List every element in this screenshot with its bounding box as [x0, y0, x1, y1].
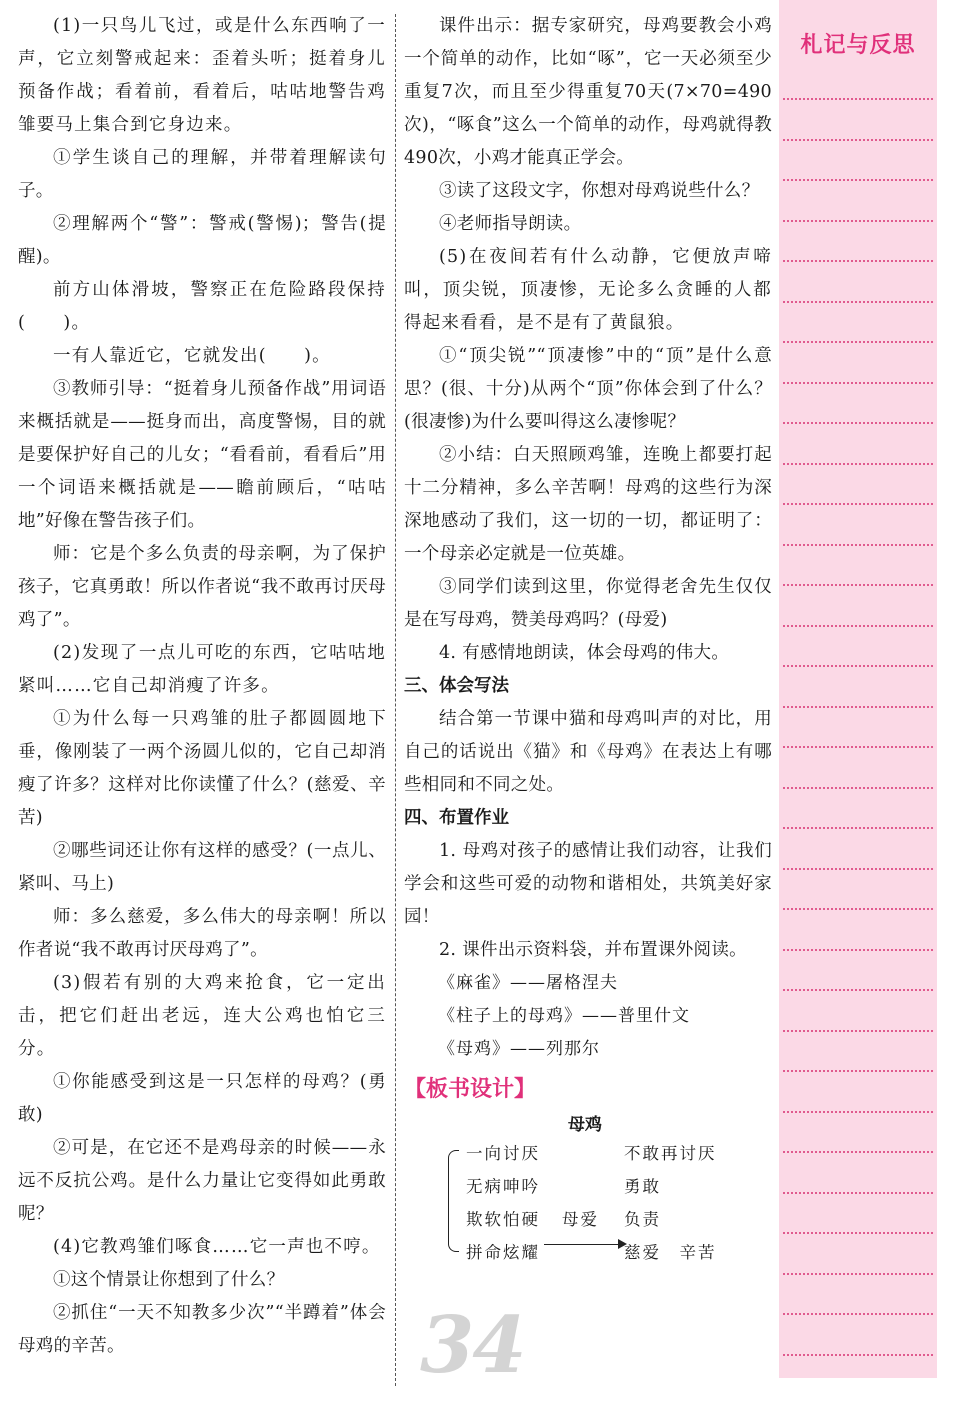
reading-item: 《柱子上的母鸡》——普里什文 — [438, 1006, 690, 1026]
paragraph: ②理解两个“警”：警戒(警惕)；警告(提醒)。 — [18, 214, 386, 267]
page-number: 34 — [420, 1300, 525, 1391]
paragraph: ②抓住“一天不知教多少次”“半蹲着”体会母鸡的辛苦。 — [18, 1303, 386, 1356]
note-line — [783, 625, 933, 627]
board-right-item: 负责 — [624, 1210, 661, 1229]
homework-item-2: 2. 课件出示资料袋，并布置课外阅读。 — [439, 940, 747, 960]
board-title: 母鸡 — [568, 1115, 602, 1135]
paragraph: ②小结：白天照顾鸡雏，连晚上都要打起十二分精神，多么辛苦啊！母鸡的这些行为深深地感动了我们，这一切的一切，都证明了：一个母亲必定就是一位英雄。 — [404, 445, 772, 564]
arrow-line — [544, 1244, 620, 1245]
note-line — [783, 503, 933, 505]
paragraph: ①学生谈自己的理解，并带着理解读句子。 — [18, 148, 386, 201]
board-design-tag: 【板书设计】 — [404, 1077, 537, 1102]
note-line — [783, 382, 933, 384]
paragraph: ③读了这段文字，你想对母鸡说些什么？ — [439, 181, 760, 201]
note-line — [783, 868, 933, 870]
note-line — [783, 949, 933, 951]
note-line — [783, 827, 933, 829]
section-3-heading: 三、体会写法 — [404, 676, 509, 696]
note-line — [783, 989, 933, 991]
paragraph: 4. 有感情地朗读，体会母鸡的伟大。 — [439, 643, 730, 663]
paragraph: ①为什么每一只鸡雏的肚子都圆圆地下垂，像刚装了一两个汤圆儿似的，它自己却消瘦了许多？这样对比你读懂了什么？(慈爱、辛苦) — [18, 709, 386, 828]
paragraph: (3)假若有别的大鸡来抢食，它一定出击，把它们赶出老远，连大公鸡也怕它三分。 — [18, 973, 386, 1059]
note-line — [783, 584, 933, 586]
board-left-item: 拼命炫耀 — [466, 1243, 540, 1262]
note-line — [783, 1070, 933, 1072]
board-left-item: 欺软怕硬 — [466, 1210, 540, 1229]
note-line — [783, 1192, 933, 1194]
paragraph: (4)它教鸡雏们啄食……它一声也不哼。 — [53, 1237, 381, 1257]
paragraph: ②可是，在它还不是鸡母亲的时候——永远不反抗公鸡。是什么力量让它变得如此勇敢呢？ — [18, 1138, 386, 1224]
column-divider — [395, 14, 396, 1386]
paragraph: 前方山体滑坡，警察正在危险路段保持( )。 — [18, 280, 386, 333]
homework-item-1: 1. 母鸡对孩子的感情让我们动容，让我们学会和这些可爱的动物和谐相处，共筑美好家园！ — [404, 841, 772, 927]
note-line — [783, 665, 933, 667]
note-line — [783, 1232, 933, 1234]
note-line — [783, 260, 933, 262]
note-line — [783, 1151, 933, 1153]
board-center-label: 母爱 — [562, 1210, 599, 1229]
note-line — [783, 706, 933, 708]
paragraph: 师：它是个多么负责的母亲啊，为了保护孩子，它真勇敢！所以作者说“我不敢再讨厌母鸡了”。 — [18, 544, 386, 630]
paragraph: ①“顶尖锐”“顶凄惨”中的“顶”是什么意思？(很、十分)从两个“顶”你体会到了什么？(很凄惨)为什么要叫得这么凄惨呢？ — [404, 346, 772, 432]
board-right-item: 勇敢 — [624, 1177, 661, 1196]
note-line — [783, 179, 933, 181]
note-line — [783, 1111, 933, 1113]
section-4-heading: 四、布置作业 — [404, 808, 509, 828]
brace-bracket — [448, 1150, 459, 1252]
note-line — [783, 1354, 933, 1356]
note-line — [783, 139, 933, 141]
paragraph: ③同学们读到这里，你觉得老舍先生仅仅是在写母鸡，赞美母鸡吗？(母爱) — [404, 577, 772, 630]
paragraph: ③教师引导：“挺着身儿预备作战”用词语来概括就是——挺身而出，高度警惕，目的就是要保护好自己的儿女；“看看前，看看后”用一个词语来概括就是——瞻前顾后，“咕咕地”好像在警告孩子们。 — [18, 379, 386, 531]
note-line — [783, 787, 933, 789]
note-line — [783, 301, 933, 303]
paragraph: ④老师指导朗读。 — [439, 214, 582, 234]
paragraph: ②哪些词还让你有这样的感受？(一点儿、紧叫、马上) — [18, 841, 386, 894]
notes-title: 札记与反思 — [800, 33, 916, 58]
paragraph: 课件出示：据专家研究，母鸡要教会小鸡一个简单的动作，比如“啄”，它一天必须至少重复7次，而且至少得重复70天(7×70=490次)，“啄食”这么一个简单的动作，母鸡就得教490次，小鸡才能真正学会。 — [404, 16, 772, 168]
note-line — [783, 544, 933, 546]
paragraph: (1)一只鸟儿飞过，或是什么东西响了一声，它立刻警戒起来：歪着头听；挺着身儿预备作战；看着前，看着后，咕咕地警告鸡雏要马上集合到它身边来。 — [18, 16, 386, 135]
section-3-body: 结合第一节课中猫和母鸡叫声的对比，用自己的话说出《猫》和《母鸡》在表达上有哪些相同和不同之处。 — [404, 709, 772, 795]
board-right-item: 不敢再讨厌 — [624, 1144, 717, 1163]
paragraph: (2)发现了一点儿可吃的东西，它咕咕地紧叫……它自己却消瘦了许多。 — [18, 643, 386, 696]
paragraph: ①你能感受到这是一只怎样的母鸡？(勇敢) — [18, 1072, 386, 1125]
middle-column — [404, 10, 772, 1260]
board-left-item: 无病呻吟 — [466, 1177, 540, 1196]
paragraph: ①这个情景让你想到了什么？ — [53, 1270, 285, 1290]
paragraph: (5)在夜间若有什么动静，它便放声啼叫，顶尖锐，顶凄惨，无论多么贪睡的人都得起来看看，是不是有了黄鼠狼。 — [404, 247, 772, 333]
reading-item: 《麻雀》——屠格涅夫 — [438, 973, 618, 993]
note-line — [783, 1030, 933, 1032]
board-left-item: 一向讨厌 — [466, 1144, 540, 1163]
paragraph: 一有人靠近它，它就发出( )。 — [53, 346, 331, 366]
note-line — [783, 1313, 933, 1315]
note-line — [783, 341, 933, 343]
note-line — [783, 1273, 933, 1275]
note-line — [783, 98, 933, 100]
note-line — [783, 422, 933, 424]
reading-item: 《母鸡》——列那尔 — [438, 1039, 600, 1059]
middle-paragraphs — [404, 10, 772, 670]
left-column — [18, 10, 386, 1363]
note-line — [783, 908, 933, 910]
note-line — [783, 220, 933, 222]
arrow-head-icon — [618, 1239, 627, 1249]
notes-panel — [779, 0, 937, 1378]
board-right-item: 慈爱 辛苦 — [624, 1243, 717, 1262]
board-design — [404, 1110, 772, 1260]
paragraph: 师：多么慈爱，多么伟大的母亲啊！所以作者说“我不敢再讨厌母鸡了”。 — [18, 907, 386, 960]
note-line — [783, 463, 933, 465]
note-line — [783, 746, 933, 748]
